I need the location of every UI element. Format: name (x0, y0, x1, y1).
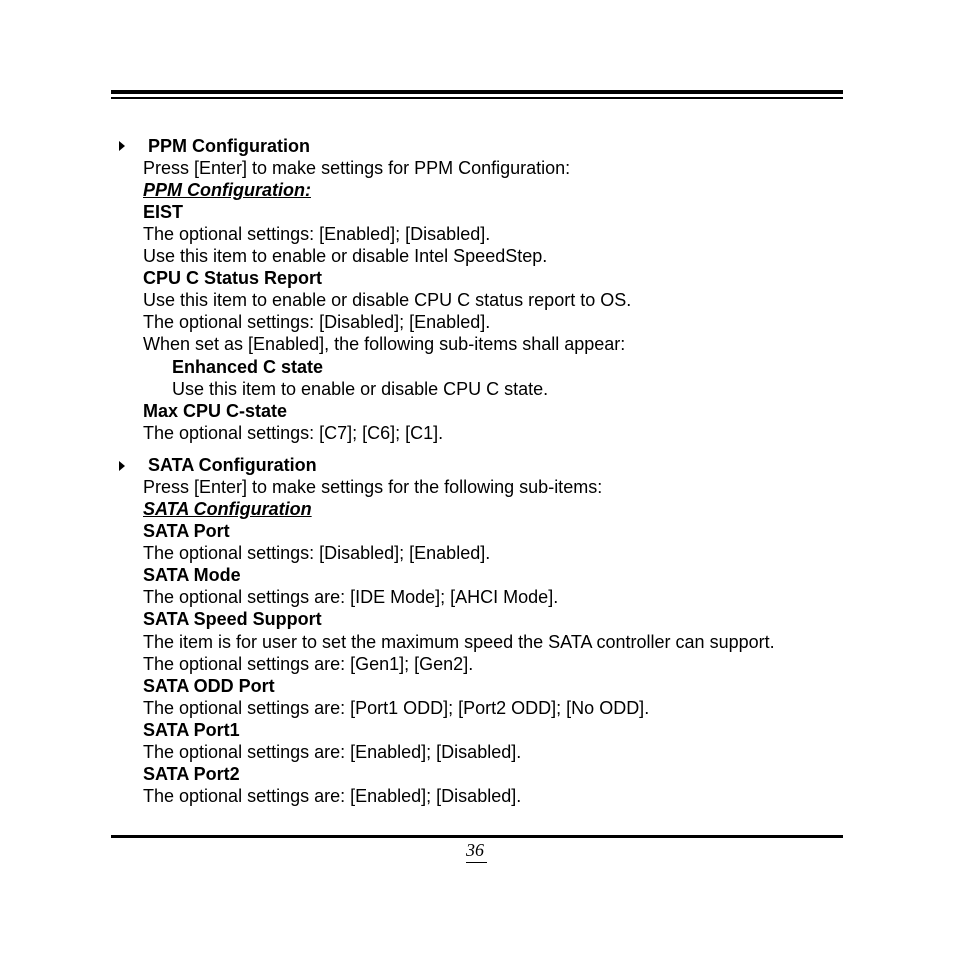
item-text: The optional settings are: [IDE Mode]; [AHCI Mode]. (143, 587, 559, 607)
item-text: The optional settings are: [Port1 ODD]; [Port2 ODD]; [No ODD]. (143, 698, 650, 718)
item-text: The optional settings are: [Enabled]; [Disabled]. (143, 742, 522, 762)
item-heading-sata-port1: SATA Port1 (143, 720, 240, 740)
item-text: Use this item to enable or disable Intel SpeedStep. (143, 246, 548, 266)
item-heading-sata-speed-support: SATA Speed Support (143, 609, 322, 629)
item-text: The optional settings: [C7]; [C6]; [C1]. (143, 423, 444, 443)
item-heading-cpu-c-status: CPU C Status Report (143, 268, 323, 288)
section-intro-ppm: Press [Enter] to make settings for PPM Configuration: (143, 158, 571, 178)
page-number: 36 (466, 840, 484, 860)
subitem-text: Use this item to enable or disable CPU C state. (172, 379, 549, 399)
item-text: When set as [Enabled], the following sub-items shall appear: (143, 334, 626, 354)
item-text: The optional settings are: [Gen1]; [Gen2]. (143, 654, 474, 674)
page-number-underline (466, 862, 487, 863)
item-text: The optional settings: [Enabled]; [Disabled]. (143, 224, 491, 244)
header-rule-thin (111, 97, 843, 99)
header-rule-thick (111, 90, 843, 94)
item-text: The optional settings: [Disabled]; [Enabled]. (143, 543, 491, 563)
item-text: Use this item to enable or disable CPU C status report to OS. (143, 290, 632, 310)
section-title-sata: SATA Configuration (148, 455, 317, 475)
subitem-heading-enhanced-c-state: Enhanced C state (172, 357, 324, 377)
section-title-ppm: PPM Configuration (148, 136, 310, 156)
item-heading-sata-mode: SATA Mode (143, 565, 241, 585)
item-heading-sata-port2: SATA Port2 (143, 764, 240, 784)
item-heading-sata-port: SATA Port (143, 521, 230, 541)
item-heading-sata-odd-port: SATA ODD Port (143, 676, 275, 696)
item-text: The item is for user to set the maximum speed the SATA controller can support. (143, 632, 775, 652)
item-text: The optional settings: [Disabled]; [Enabled]. (143, 312, 491, 332)
section-bullet-icon (119, 461, 125, 471)
section-intro-sata: Press [Enter] to make settings for the following sub-items: (143, 477, 603, 497)
item-heading-max-cpu-c-state: Max CPU C-state (143, 401, 288, 421)
item-heading-eist: EIST (143, 202, 184, 222)
item-text: The optional settings are: [Enabled]; [Disabled]. (143, 786, 522, 806)
footer-rule (111, 835, 843, 838)
section-subtitle-ppm: PPM Configuration: (143, 180, 311, 200)
section-subtitle-sata: SATA Configuration (143, 499, 312, 519)
section-bullet-icon (119, 141, 125, 151)
